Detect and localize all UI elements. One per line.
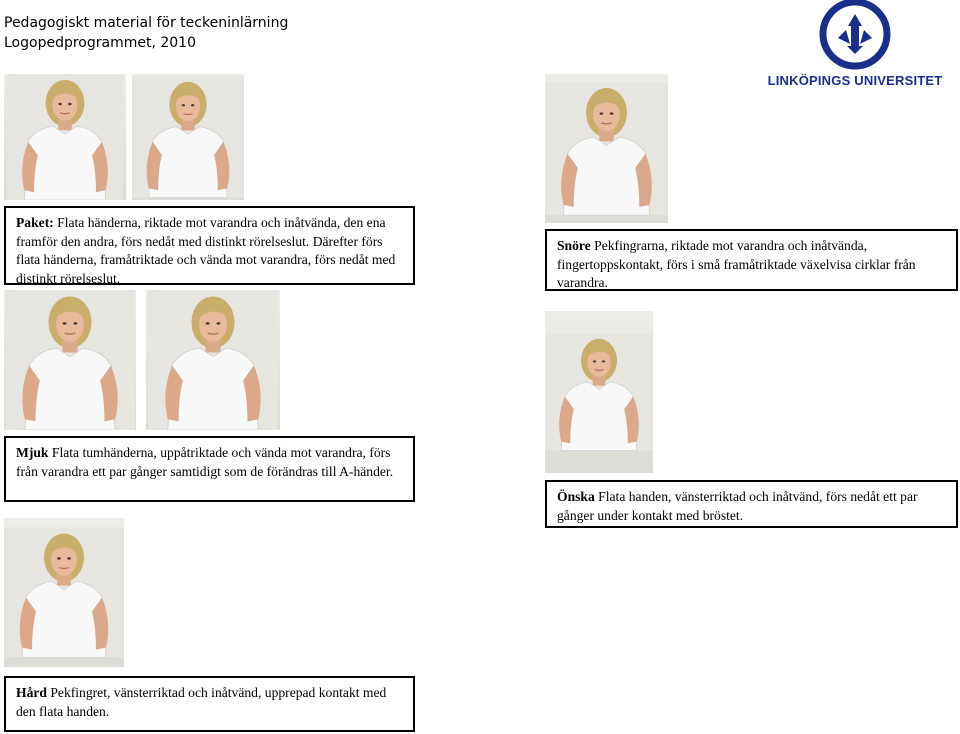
sign-description-paket [4, 206, 415, 285]
document-subtitle: Logopedprogrammet, 2010 [4, 35, 196, 51]
sign-photo-mjuk-1 [4, 290, 136, 430]
sign-word: Önska [557, 489, 595, 504]
sign-word: Paket: [16, 215, 54, 230]
sign-photo-snore [545, 74, 668, 223]
sign-description-text: Flata tumhänderna, uppåtriktade och vända mot varandra, förs från varandra ett par gånger samtidigt som de förändras till A-händer. [16, 445, 394, 479]
sign-photo-paket-2 [132, 74, 244, 200]
sign-description-snore [545, 229, 958, 291]
sign-word: Hård [16, 685, 47, 700]
sign-word: Snöre [557, 238, 591, 253]
sign-description-onska [545, 480, 958, 528]
sign-description-text: Pekfingrarna, riktade mot varandra och inåtvända, fingertoppskontakt, förs i små framåtriktade växelvisa cirklar från varandra. [557, 238, 916, 290]
sign-description-mjuk [4, 436, 415, 502]
linkoping-university-logo [758, 0, 952, 92]
sign-description-hard [4, 676, 415, 732]
university-seal-icon [758, 0, 952, 72]
sign-photo-paket-1 [4, 74, 126, 200]
document-title: Pedagogiskt material för teckeninlärning [4, 15, 289, 31]
sign-description-text: Flata handen, vänsterriktad och inåtvänd, förs nedåt ett par gånger under kontakt med bröstet. [557, 489, 918, 523]
sign-photo-mjuk-2 [146, 290, 280, 430]
sign-description-text: Pekfingret, vänsterriktad och inåtvänd, upprepad kontakt med den flata handen. [16, 685, 387, 719]
sign-photo-onska [545, 311, 653, 473]
university-name: LINKÖPINGS UNIVERSITET [767, 73, 943, 88]
sign-word: Mjuk [16, 445, 49, 460]
sign-description-text: Flata händerna, riktade mot varandra och inåtvända, den ena framför den andra, förs nedåt med distinkt rörelseslut. Därefter förs flata händerna, framåtriktade och vända mot varandra, förs nedåt med distinkt rörelseslut. [16, 215, 396, 286]
sign-photo-hard [4, 518, 124, 667]
